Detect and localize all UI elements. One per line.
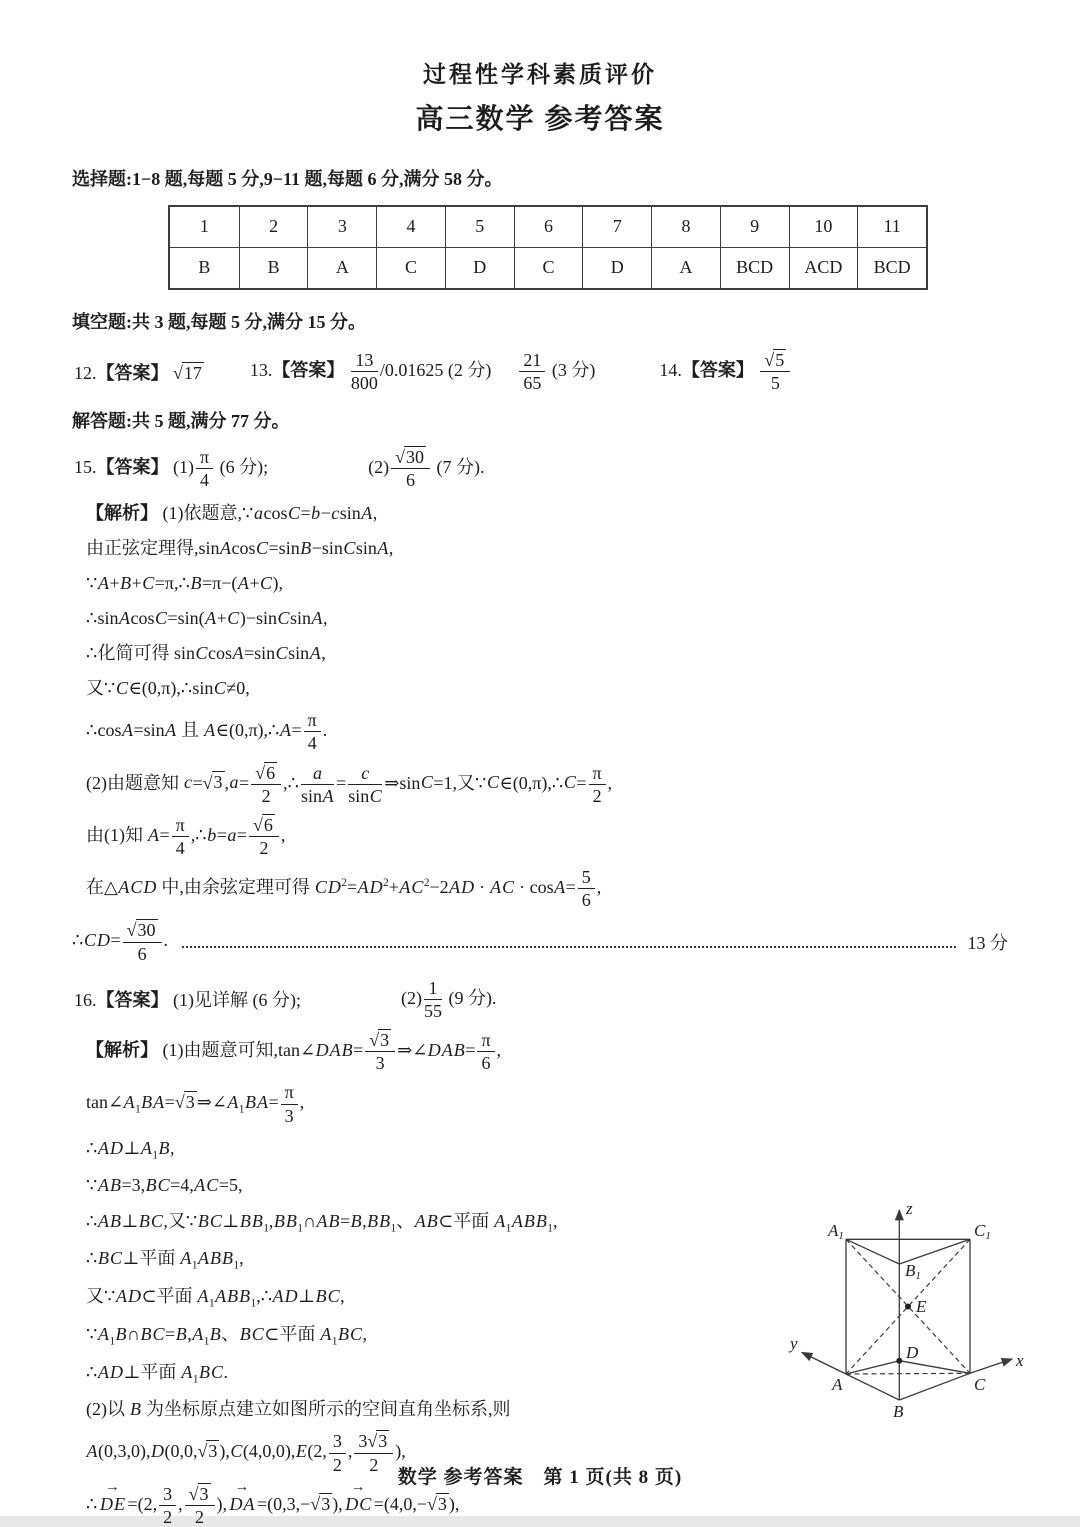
- axis-label-z: z: [906, 1199, 913, 1218]
- solution-line: 【解析】 (1)依题意,∵acosC=b−csinA,: [86, 502, 378, 523]
- choice-header-cell: 9: [720, 207, 789, 247]
- prism-coordinate-diagram: [788, 1192, 1040, 1466]
- solution-line: ∴sinAcosC=sin(A+C)−sinCsinA,: [86, 607, 328, 628]
- dotted-leader: [182, 936, 955, 948]
- point-e-dot: [905, 1304, 911, 1310]
- choice-answer-cell: B: [198, 257, 211, 277]
- choice-answer-cell: ACD: [789, 248, 858, 288]
- point-label-d: D: [906, 1343, 919, 1362]
- choice-header-cell: 10: [789, 207, 858, 247]
- choice-header-row: [170, 207, 926, 247]
- solution-line: 在△ACD 中,由余弦定理可得 $CD^2=AD^2+AC^2-2AD$ · AC · cosA= $\frac{5}{6}$ ,: [86, 867, 602, 911]
- choice-header-cell: 7: [582, 207, 651, 247]
- answer-12: 12.【答案】 √ 17: [74, 362, 202, 383]
- solution-line: ∴化简可得 sinCcosA=sinCsinA,: [86, 643, 326, 663]
- q15-solution: [86, 500, 1008, 911]
- page-footer: 数学 参考答案 第 1 页(共 8 页): [397, 1467, 683, 1488]
- fill-section-intro: 填空题:共 3 题,每题 5 分,满分 15 分。: [72, 312, 366, 332]
- q15-answer-part1: 15.【答案】 (1) $\frac{\pi}{4}$ (6 分);: [74, 447, 269, 491]
- solution-line: (2)由题意知 c=√ 3 ,a= $\frac{√ 6}{2}$ ,∴ $\frac{a}{\sin A}$ = $\frac{c}{\sin C}$ ⇒sinC=1,又∵C∈(0,π),∴C= $\frac{\pi}{2}$ ,: [86, 762, 613, 806]
- q16-answer-part2: (2) $\frac{1}{55}$ (9 分).: [400, 977, 497, 1021]
- fill-answers-row: [74, 350, 1008, 393]
- q15-answer-row: [74, 447, 1008, 490]
- choice-answer-cell: BCD: [857, 248, 926, 288]
- solution-line: A(0,3,0),D(0,0,√ 3 ),C(4,0,0),E(2, $\frac{3}{2}$ , $\frac{3√ 3}{2}$ ),: [86, 1431, 406, 1475]
- choice-section-intro: 选择题:1−8 题,每题 5 分,9−11 题,每题 6 分,满分 58 分。: [72, 169, 503, 189]
- solution-section-intro: 解答题:共 5 题,满分 77 分。: [72, 411, 290, 432]
- axis-label-x: x: [1016, 1351, 1024, 1370]
- point-label-e: E: [916, 1297, 927, 1316]
- choice-answer-cell: C: [376, 248, 445, 288]
- q15-score-line: [72, 920, 1008, 963]
- solution-line: $\tan\angle A_1BA=√$ 3 $\Rightarrow\angle A_1BA=$ $\frac{\pi}{3}$ ,: [86, 1082, 305, 1126]
- choice-header-cell: 4: [376, 207, 445, 247]
- choice-answer-cell: D: [582, 248, 651, 288]
- solution-line: ∴cosA=sinA 且 A∈(0,π),∴A= $\frac{\pi}{4}$ .: [86, 710, 328, 754]
- choice-answer-cell: B: [239, 248, 308, 288]
- answer-13-part2: $\frac{21}{65}$ (3 分): [517, 350, 595, 393]
- choice-answer-cell: D: [445, 248, 514, 288]
- page-title: 高三数学 参考答案: [415, 104, 665, 135]
- q16-answer-row: [74, 978, 1008, 1021]
- solution-line: 由(1)知 A= $\frac{\pi}{4}$ ,∴b=a= $\frac{√ 6}{2}$ ,: [86, 814, 286, 858]
- choice-header-cell: 3: [307, 207, 376, 247]
- answer-13-part1: 13.【答案】 $\frac{13}{800}$ /0.01625 (2 分): [249, 350, 492, 394]
- x-axis: [970, 1359, 1012, 1373]
- solution-line: ∵A+B+C=π,∴B=π−(A+C),: [86, 572, 284, 593]
- solution-line: 【解析】 (1)由题意可知,tan∠DAB= $\frac{√ 3}{3}$ ⇒∠DAB= $\frac{\pi}{6}$ ,: [86, 1030, 502, 1074]
- vertex-label-a: A: [832, 1375, 843, 1394]
- solution-line: ∴AD⊥平面 $A_1BC$.: [86, 1361, 228, 1386]
- choice-header-cell: 11: [857, 207, 926, 247]
- choice-answer-cell: A: [651, 248, 720, 288]
- solution-line: $\therefore AD\perp A_1B$,: [86, 1137, 175, 1162]
- vertex-label-a1: A1: [828, 1221, 844, 1242]
- solution-line: 又∵AD⊂平面 $A_1ABB_1,\therefore AD\perp BC$,: [86, 1286, 345, 1310]
- cd-result: ∴CD= $\frac{√ 30}{6}$ .: [72, 920, 169, 964]
- choice-header-cell: 8: [651, 207, 720, 247]
- vertex-label-b1: B1: [905, 1261, 921, 1282]
- choice-header-cell: 2: [239, 207, 308, 247]
- axis-label-y: y: [790, 1334, 798, 1353]
- solution-line: ∴BC⊥平面 $A_1ABB_1$,: [86, 1248, 244, 1272]
- choice-answer-cell: A: [307, 248, 376, 288]
- choice-answer-row: [170, 247, 926, 288]
- exam-series-title: 过程性学科素质评价: [423, 62, 657, 87]
- choice-answer-table: [168, 205, 928, 290]
- solution-line: $\because A_1B\cap BC=B,A_1B$、BC⊂平面 $A_1BC$,: [86, 1323, 367, 1348]
- q16-answer-part1: 16.【答案】 (1)见详解 (6 分);: [74, 990, 301, 1011]
- choice-header-cell: 5: [445, 207, 514, 247]
- answer-14: 14.【答案】 $\frac{√ 5}{5}$: [659, 350, 792, 393]
- solution-line: 由正弦定理得,sinAcosC=sinB−sinCsinA,: [86, 537, 394, 558]
- choice-header-cell: 6: [514, 207, 583, 247]
- solution-line: (2)以 B 为坐标原点建立如图所示的空间直角坐标系,则: [86, 1399, 511, 1420]
- prism-figure-svg: [788, 1192, 1040, 1466]
- vertex-label-c1: C1: [974, 1221, 991, 1242]
- choice-answer-cell: BCD: [720, 248, 789, 288]
- point-d-dot: [896, 1358, 902, 1364]
- solution-line: ∵AB=3,BC=4,AC=5,: [86, 1175, 243, 1196]
- q15-answer-part2: (2) $\frac{√ 30}{6}$ (7 分).: [368, 447, 485, 491]
- vertex-label-c: C: [974, 1375, 986, 1394]
- solution-line: ∴AB⊥BC,又$\because BC\perp BB_1,BB_1\cap AB=B,BB_1$、AB⊂平面 $A_1ABB_1$,: [86, 1210, 558, 1235]
- y-axis: [802, 1353, 846, 1375]
- solution-line: 又∵C∈(0,π),∴sinC≠0,: [86, 678, 250, 699]
- score-badge: 13 分: [967, 933, 1008, 954]
- choice-header-cell: 1: [199, 216, 209, 236]
- vertex-label-b: B: [893, 1402, 904, 1421]
- solution-line: ∴ DE → =(2, $\frac{3}{2}$ , $\frac{√ 3}{2}$ ), DA → =(0,3,−√ 3 ), DC → =(4,0,−√ 3 ),: [86, 1484, 1008, 1527]
- choice-answer-cell: C: [514, 248, 583, 288]
